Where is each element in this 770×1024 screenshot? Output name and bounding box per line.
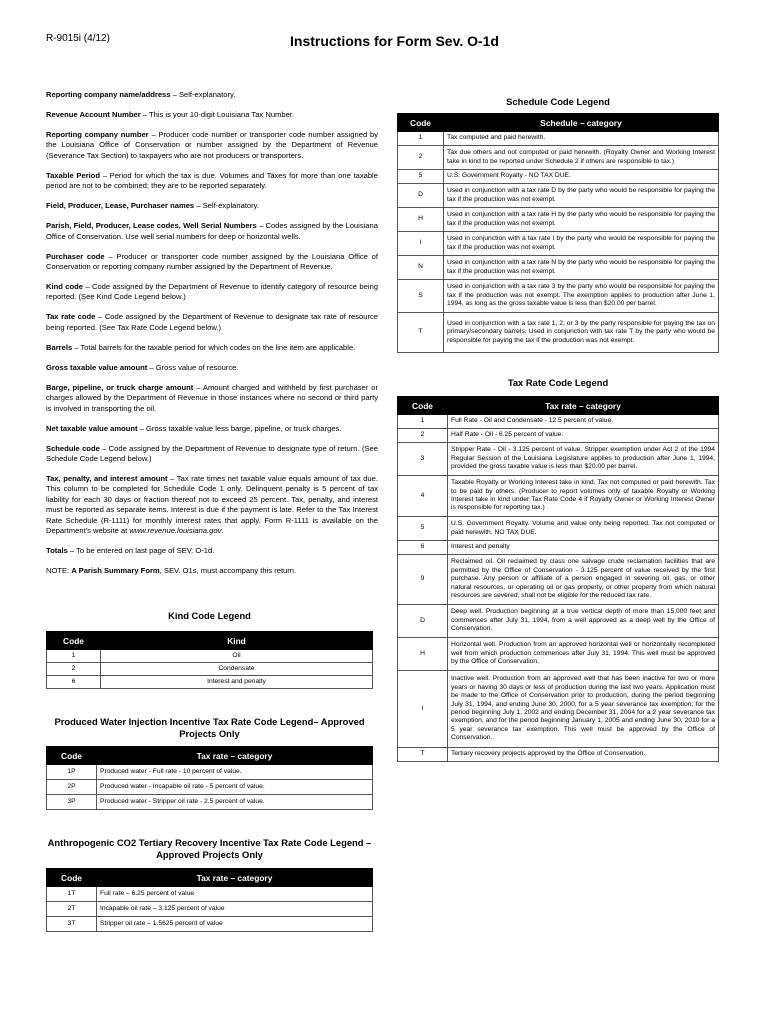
description-cell: Full rate – 6.25 percent of value: [97, 887, 373, 902]
kind-code-legend: [46, 610, 373, 689]
definition-paragraph: [46, 221, 378, 242]
description-cell: Stripper oil rate – 1.5625 percent of value: [97, 917, 373, 932]
table-row: [398, 476, 719, 517]
definition-text: – This is your 10-digit Louisiana Tax Number.: [140, 110, 295, 119]
schedule-legend-title: Schedule Code Legend: [506, 96, 610, 107]
code-cell: 1T: [47, 887, 97, 902]
description-cell: Produced water - Incapable oil rate - 5 percent of value.: [97, 780, 373, 795]
definition-text: – Codes assigned by the Louisiana Office of Conservation. Use well serial numbers for deep or horizontal wells.: [46, 221, 378, 241]
table-row: [47, 650, 373, 663]
definition-paragraph: [46, 424, 378, 434]
table-row: [398, 541, 719, 555]
table-row: [398, 429, 719, 443]
code-cell: N: [398, 256, 444, 280]
tax-rate-legend-title: Tax Rate Code Legend: [507, 377, 609, 388]
code-cell: 3P: [47, 795, 97, 810]
schedule-code-legend: [397, 96, 719, 353]
table-row: [398, 671, 719, 748]
page-title: Instructions for Form Sev. O-1d: [290, 33, 499, 49]
table-row: [47, 663, 373, 676]
table-row: [398, 313, 719, 353]
form-id: R-9015i (4/12): [46, 33, 110, 44]
code-cell: 5: [398, 517, 448, 541]
table-row: [398, 280, 719, 313]
code-cell: 3: [398, 443, 448, 476]
description-cell: Horizontal well. Production from an approved horizontal well or horizontally recompleted well from which production commences after July 31, 1994. This well must be approved by the Office of Conservation.: [448, 638, 719, 671]
description-cell: U.S. Government Royalty - NO TAX DUE.: [444, 170, 719, 184]
table-row: [398, 443, 719, 476]
table-row: [398, 146, 719, 170]
definitions-column: [46, 90, 378, 586]
definition-text: – Gross value of resource.: [147, 362, 239, 372]
co2-legend-table: [46, 868, 373, 932]
description-cell: Reclaimed oil. Oil reclaimed by class one salvage crude reclamation facilities that are permitted by the Office of Conservation - 3.125 percent of value received by the first purchase. Any person or affiliate of a person engaged in severing oil, gas, or other natural resources, or operating oil or gas property, or other property from which natural resources are severed, shall not be eligible for the reduced tax rate.: [448, 555, 719, 605]
table-header-row: [47, 747, 373, 765]
definition-paragraph: [46, 110, 378, 120]
definition-paragraph: [46, 383, 378, 414]
table-header-row: [47, 632, 373, 650]
definition-paragraph: [46, 282, 378, 303]
kind-cell: Interest and penalty: [101, 676, 373, 689]
code-cell: D: [398, 184, 444, 208]
code-cell: 6: [398, 541, 448, 555]
table-row: [398, 132, 719, 146]
definition-paragraph: [46, 546, 378, 556]
definition-paragraph: [46, 312, 378, 333]
tax-rate-code-legend: [397, 377, 719, 762]
table-header-row: [398, 397, 719, 415]
column-header-category: Tax rate – category: [97, 747, 373, 765]
definition-term: Purchaser code: [46, 251, 105, 261]
definition-text: – Amount charged and withheld by first purchaser or charges allowed by the Department of Revenue in those instances where no second or third party is involved in transporting the oil.: [46, 382, 378, 413]
table-row: [398, 748, 719, 762]
definition-term: Field, Producer, Lease, Purchaser names: [46, 201, 195, 211]
description-cell: Half Rate - Oil - 6.25 percent of value.: [448, 429, 719, 443]
code-cell: 2T: [47, 902, 97, 917]
column-header-category: Tax rate – category: [97, 869, 373, 887]
kind-legend-table: [46, 631, 373, 689]
table-row: [47, 887, 373, 902]
definition-text: – Producer code number or transporter code number assigned by the Louisiana Office of Conservation or number assigned by the Department of Revenue (Severance Tax Section) to taxpayers who are not producers or transporters.: [46, 130, 378, 160]
code-cell: H: [398, 638, 448, 671]
description-cell: Stripper Rate - Oil - 3.125 percent of value. Stripper exemption under Act 2 of the 1994 Regular Session of the Louisiana Legislature applies to production after June 1, 1994, provided the gross taxable value is less than $20.00 per barrel.: [448, 443, 719, 476]
column-header-category: Schedule – category: [444, 114, 719, 132]
column-header-category: Tax rate – category: [448, 397, 719, 415]
column-header-code: Code: [47, 747, 97, 765]
column-header-code: Code: [47, 869, 97, 887]
definition-term: A Parish Summary Form: [71, 566, 160, 576]
definition-term: Barrels: [46, 342, 73, 352]
definition-text: – Gross taxable value less barge, pipeline, or truck charges.: [137, 423, 342, 433]
definition-term: Schedule code: [46, 443, 100, 453]
kind-cell: Condensate: [101, 663, 373, 676]
definition-text: – Total barrels for the taxable period for which codes on the line item are applicable.: [72, 342, 356, 352]
definition-term: Tax rate code: [46, 312, 96, 322]
description-cell: U.S. Government Royalty. Volume and value only being reported. Tax not computed or paid herewith. NO TAX DUE.: [448, 517, 719, 541]
table-row: [398, 605, 719, 638]
code-cell: 2P: [47, 780, 97, 795]
definition-paragraph: [46, 171, 378, 192]
table-row: [398, 555, 719, 605]
kind-legend-title: Kind Code Legend: [168, 610, 251, 621]
definition-paragraph: [46, 252, 378, 273]
code-cell: 1: [398, 415, 448, 429]
description-cell: Incapable oil rate – 3.125 percent of value: [97, 902, 373, 917]
description-cell: Taxable Royalty or Working Interest take in kind. Tax not computed or paid herewith. Tax to be paid by others. (Producer to report volumes only of taxable Royalty or Working Interest take in kind under Tax Rate Code 4 if Royalty Owner or Working Interest Owner is responsible for reporting tax.): [448, 476, 719, 517]
definition-term: Kind code: [46, 282, 83, 292]
co2-legend-title: Anthropogenic CO2 Tertiary Recovery Incentive Tax Rate Code Legend – Approved Projects Only: [47, 837, 372, 860]
definition-text: – Period for which the tax is due. Volumes and Taxes for more than one taxable period are not to be combined; they are to be reported separately.: [46, 170, 378, 191]
definition-paragraph: [46, 363, 378, 373]
code-cell: 1: [47, 650, 101, 663]
definition-text: – Code assigned by the Department of Revenue to designate type of return. (See Schedule Code Legend below.): [46, 443, 378, 464]
column-header-kind: Kind: [101, 632, 373, 650]
table-header-row: [398, 114, 719, 132]
definition-paragraph: [46, 90, 378, 100]
description-cell: Produced water - Full rate - 10 percent of value.: [97, 765, 373, 780]
code-cell: S: [398, 280, 444, 313]
definition-text: – Code assigned by the Department of Revenue to identify category of resource being reported. (See Kind Code Legend below.): [46, 282, 378, 302]
description-cell: Used in conjunction with a tax rate I by the party who would be responsible for paying the tax if the production was not exempt.: [444, 232, 719, 256]
description-cell: Used in conjunction with a tax rate N by the party who would be responsible for paying the tax if the production was not exempt.: [444, 256, 719, 280]
column-header-code: Code: [398, 114, 444, 132]
definition-term: Tax, penalty, and interest amount: [46, 474, 168, 484]
column-header-code: Code: [398, 397, 448, 415]
description-cell: Interest and penalty: [448, 541, 719, 555]
definition-paragraph: [46, 474, 378, 536]
tax-rate-legend-table: [397, 396, 719, 762]
code-cell: 2: [47, 663, 101, 676]
definition-text: – Tax rate times net taxable value equals amount of tax due. This column to be completed for Schedule Code 1 only. Delinquent penalty is 5 percent of tax liability for each 30 days or fraction thereof not to exceed 25 percent. Tax, penalty, and interest must be reported as separate items. Interest is due if the payment is late. Refer to the Tax Interest Rate Schedule (R-1111) for monthly interest rates that apply. Form R-1111 is available on the Department's website at: [46, 474, 378, 536]
table-row: [47, 902, 373, 917]
definition-text: – Code assigned by the Department of Revenue to designate tax rate of resource being reported. (See Tax Rate Code Legend below.): [46, 312, 378, 332]
definition-term: Taxable Period: [46, 170, 101, 180]
definition-term: Gross taxable value amount: [46, 362, 148, 372]
code-cell: H: [398, 208, 444, 232]
definition-paragraph: [46, 343, 378, 353]
table-row: [398, 638, 719, 671]
schedule-legend-table: [397, 113, 719, 353]
definition-term: Barge, pipeline, or truck charge amount: [46, 382, 194, 392]
description-cell: Used in conjunction with a tax rate 1, 2, or 3 by the party responsible for paying the tax on primary/secondary barrels. Used in conjunction with tax rate T by the party who would be responsible for paying the tax if the production was not exempt.: [444, 313, 719, 353]
description-cell: Deep well. Production beginning at a true vertical depth of more than 15,000 feet and commences after July 31, 1994, from a well approved as a deep well by the Office of Conservation.: [448, 605, 719, 638]
code-cell: T: [398, 748, 448, 762]
table-row: [398, 208, 719, 232]
code-cell: 6: [47, 676, 101, 689]
code-cell: I: [398, 232, 444, 256]
produced-water-legend: [46, 716, 373, 810]
note-prefix: NOTE:: [46, 566, 72, 576]
code-cell: D: [398, 605, 448, 638]
code-cell: 2: [398, 429, 448, 443]
code-cell: 2: [398, 146, 444, 170]
description-cell: Produced water - Stripper oil rate - 2.5 percent of value.: [97, 795, 373, 810]
description-cell: Inactive well. Production from an approved well that has been inactive for two or more years or having 30 days or less of production during the last two years. Application must be made to the Office of Conservation prior to production, during the period beginning July 31, 1994, and ending June 30, 2000, for a 5 year severance tax exemption; for the period beginning July 1, 2002 and ending December 31, 2004 for a 2 year severance tax exemption, and for the period beginning January 1, 2005 and ending June 30, 2010 for a 5 year severance tax exemption. This well must be approved by the Office of Conservation.: [448, 671, 719, 748]
definition-paragraph: [46, 201, 378, 211]
note-paragraph: [46, 566, 378, 576]
kind-cell: Oil: [101, 650, 373, 663]
description-cell: Used in conjunction with a tax rate 3 by the party who would be responsible for paying the tax if the production was not exempt. The exemption applies to production after June 1, 1994, as long as the gross taxable value is less than $20.00 per barrel.: [444, 280, 719, 313]
table-header-row: [47, 869, 373, 887]
definition-term: Reporting company name/address: [46, 90, 171, 99]
table-row: [47, 795, 373, 810]
table-row: [47, 765, 373, 780]
code-cell: 1: [398, 132, 444, 146]
definition-term: Totals: [46, 546, 68, 556]
description-cell: Tertiary recovery projects approved by the Office of Conservation.: [448, 748, 719, 762]
description-cell: Used in conjunction with a tax rate H by the party who would be responsible for paying the tax if the production was not exempt.: [444, 208, 719, 232]
definition-text: , SEV. O1s, must accompany this return.: [159, 566, 297, 576]
definition-text: – Self-explanatory.: [194, 201, 260, 211]
definition-term: Reporting company number: [46, 130, 149, 139]
table-row: [398, 517, 719, 541]
code-cell: 5: [398, 170, 444, 184]
definition-term: Parish, Field, Producer, Lease codes, Well Serial Numbers: [46, 221, 257, 231]
table-row: [47, 676, 373, 689]
produced-water-legend-title: Produced Water Injection Incentive Tax Rate Code Legend– Approved Projects Only: [54, 716, 365, 739]
code-cell: 3T: [47, 917, 97, 932]
definition-paragraph: [46, 130, 378, 161]
code-cell: 1P: [47, 765, 97, 780]
definition-text: – Self-explanatory.: [170, 90, 236, 99]
table-row: [398, 170, 719, 184]
table-row: [398, 232, 719, 256]
definition-tail: .: [221, 526, 224, 536]
definition-text: – To be entered on last page of SEV. O-1d.: [67, 546, 215, 556]
description-cell: Tax due others and not computed or paid herewith. (Royalty Owner and Working Interest take in kind to be reported under Schedule 2 if others are responsible to tax.): [444, 146, 719, 170]
definition-term: Revenue Account Number: [46, 110, 141, 119]
code-cell: 9: [398, 555, 448, 605]
co2-legend: [46, 837, 373, 932]
definition-term: Net taxable value amount: [46, 423, 138, 433]
table-row: [398, 415, 719, 429]
definition-text: – Producer or transporter code number assigned by the Louisiana Office of Conservation or reporting company number assigned by the Department of Revenue.: [46, 251, 378, 272]
description-cell: Tax computed and paid herewith.: [444, 132, 719, 146]
description-cell: Full Rate - Oil and Condensate - 12.5 percent of value.: [448, 415, 719, 429]
table-row: [398, 184, 719, 208]
table-row: [398, 256, 719, 280]
code-cell: T: [398, 313, 444, 353]
code-cell: I: [398, 671, 448, 748]
table-row: [47, 780, 373, 795]
table-row: [47, 917, 373, 932]
definition-paragraph: [46, 444, 378, 465]
description-cell: Used in conjunction with a tax rate D by the party who would be responsible for paying the tax if the production was not exempt.: [444, 184, 719, 208]
column-header-code: Code: [47, 632, 101, 650]
website-link[interactable]: www.revenue.louisiana.gov: [129, 526, 222, 536]
produced-water-legend-table: [46, 746, 373, 810]
code-cell: 4: [398, 476, 448, 517]
